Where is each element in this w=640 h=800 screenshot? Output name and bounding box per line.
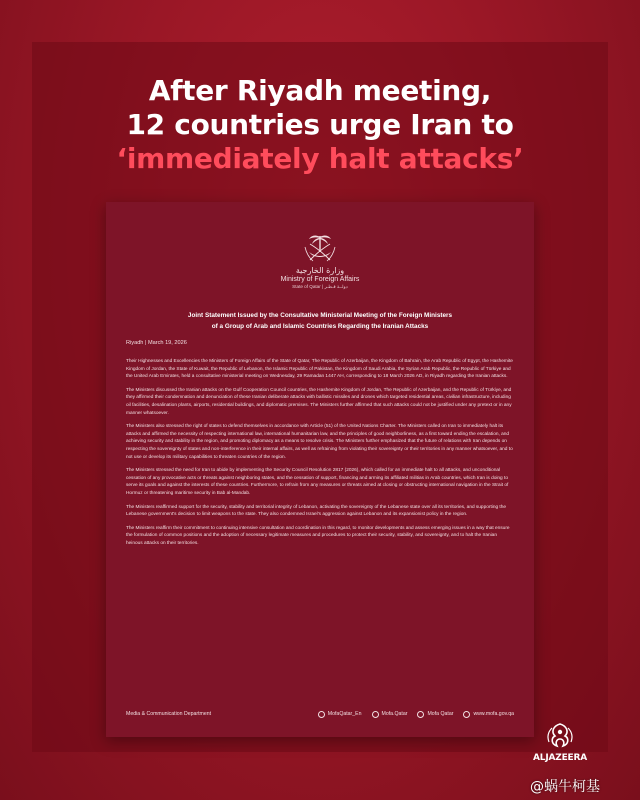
headline xyxy=(0,74,640,176)
ministry-arabic-name: وزارة الخارجية xyxy=(295,266,345,275)
x-icon xyxy=(318,711,325,718)
social-label: MofaQatar_En xyxy=(327,711,362,717)
ministry-emblem-icon xyxy=(303,230,337,264)
social-facebook[interactable] xyxy=(417,711,453,718)
aljazeera-calligraphy-icon xyxy=(543,722,577,750)
statement-body xyxy=(126,358,514,553)
statement-paragraph: Their Highnesses and Excellencies the Ministers of Foreign Affairs of the State of Qatar, The Republic of Azerbaijan, the Kingdom of Bahrain, the Arab Republic of Egypt, the Hashemite Kingdom of Jordan, the State of Kuwait, the Republic of Lebanon, the Islamic Republic of Pakistan, the Kingdom of Saudi Arabia, the Syrian Arab Republic, the Republic of Türkiye and the United Arab Emirates, held a consultative ministerial meeting on Wednesday, 29 Ramadan 1447 AH, corresponding to 18 March 2026 AD, in Riyadh regarding the Iranian attacks. xyxy=(126,359,513,380)
statement-document xyxy=(106,202,534,737)
social-label: www.mofa.gov.qa xyxy=(473,711,514,717)
statement-title-line-2: of a Group of Arab and Islamic Countries Regarding the Iranian Attacks xyxy=(211,323,429,330)
weibo-watermark: @蜗牛柯基 xyxy=(530,779,600,795)
headline-line-2: 12 countries urge Iran to xyxy=(126,108,514,141)
statement-paragraph: The Ministers stressed the need for Iran to abide by implementing the Security Council Resolution 2817 (2026), which called for an immediate halt to all attacks, and unconditional cessation of any provocative acts or threats against neighboring states, and the cessation of support, financing and arming its affiliated militias in Arab countries, which Iran is doing to serve its goals and against the interests of these countries. Furthermore, to refrain from any measures or threats aimed at closing or obstructing international navigation in the Strait of Hormuz or threatening maritime security in Bab al-Mandab. xyxy=(126,468,509,496)
social-label: Mofa.Qatar xyxy=(381,711,408,717)
statement-title xyxy=(126,310,514,332)
instagram-icon xyxy=(372,711,379,718)
statement-title-line-1: Joint Statement Issued by the Consultative Ministerial Meeting of the Foreign Ministers xyxy=(187,312,453,319)
statement-paragraph: The Ministers reaffirmed support for the security, stability and territorial integrity of Lebanon, activating the sovereignty of the Lebanese state over all its territories, and supporting the Lebanese government's decision to limit weapons to the state. They also condemned Israel's aggression against Lebanon and its expansionist policy in the region. xyxy=(126,504,507,518)
headline-line-1: After Riyadh meeting, xyxy=(148,74,492,107)
ministry-state-line: State of Qatar | دولــة قـطـر xyxy=(292,284,348,289)
statement-paragraph: The Ministers also stressed the right of states to defend themselves in accordance with Article (51) of the United Nations Charter. The Ministers called on Iran to immediately halt its attacks and affirmed the necessity of respecting international law, international humanitarian law, and the principles of good neighborliness, as a first toward ending the escalation, and achieving security and stability in the region, and promoting diplomacy as a means to resolve crisis. The Ministers further emphasized that the future of relations with Iran depends on respecting the sovereignty of states and non-interference in their internal affairs, as well as refraining from violating their sovereignty or their territories in any manner whatsoever, and to not use or develop its military capabilities to threaten countries of the region. xyxy=(126,424,513,460)
social-instagram[interactable] xyxy=(372,711,408,718)
globe-icon xyxy=(463,711,470,718)
aljazeera-wordmark: ALJAZEERA xyxy=(533,753,587,763)
social-label: Mofa Qatar xyxy=(427,711,454,717)
department-name: Media & Communication Department xyxy=(126,711,212,717)
statement-paragraph: The Ministers discussed the Iranian attacks on the Gulf Cooperation Council countries, the Hashemite Kingdom of Jordan, The Republic of Azerbaijan, and the Republic of Türkiye, and they affirmed their condemnation and denunciation of these Iranian deliberate attacks with ballistic missiles and drones which targeted residential areas, civilian infrastructure, including oil facilities, desalination plants, airports, residential buildings, and diplomatic premises. The Ministers further affirmed that such attacks could not be justified under any pretext or in any manner whatsoever. xyxy=(126,387,512,416)
headline-line-3: ‘immediately halt attacks’ xyxy=(116,142,524,175)
ministry-logo xyxy=(106,230,534,290)
aljazeera-logo xyxy=(530,722,590,763)
statement-footer xyxy=(126,708,514,720)
statement-paragraph: The Ministers reaffirm their commitment to continuing intensive consultation and coordination in this regard, to monitor developments and assess emerging issues in a way that ensure the formulation of common positions and the adoption of necessary legitimate measures and procedures to protect their security, stability, and sovereignty, and to halt the Iranian heinous attacks on their territories. xyxy=(126,525,510,546)
social-x[interactable] xyxy=(318,711,362,718)
social-website[interactable] xyxy=(463,711,514,718)
facebook-icon xyxy=(417,711,424,718)
ministry-english-name: Ministry of Foreign Affairs xyxy=(280,276,360,283)
statement-dateline: Riyadh | March 19, 2026 xyxy=(126,340,187,346)
